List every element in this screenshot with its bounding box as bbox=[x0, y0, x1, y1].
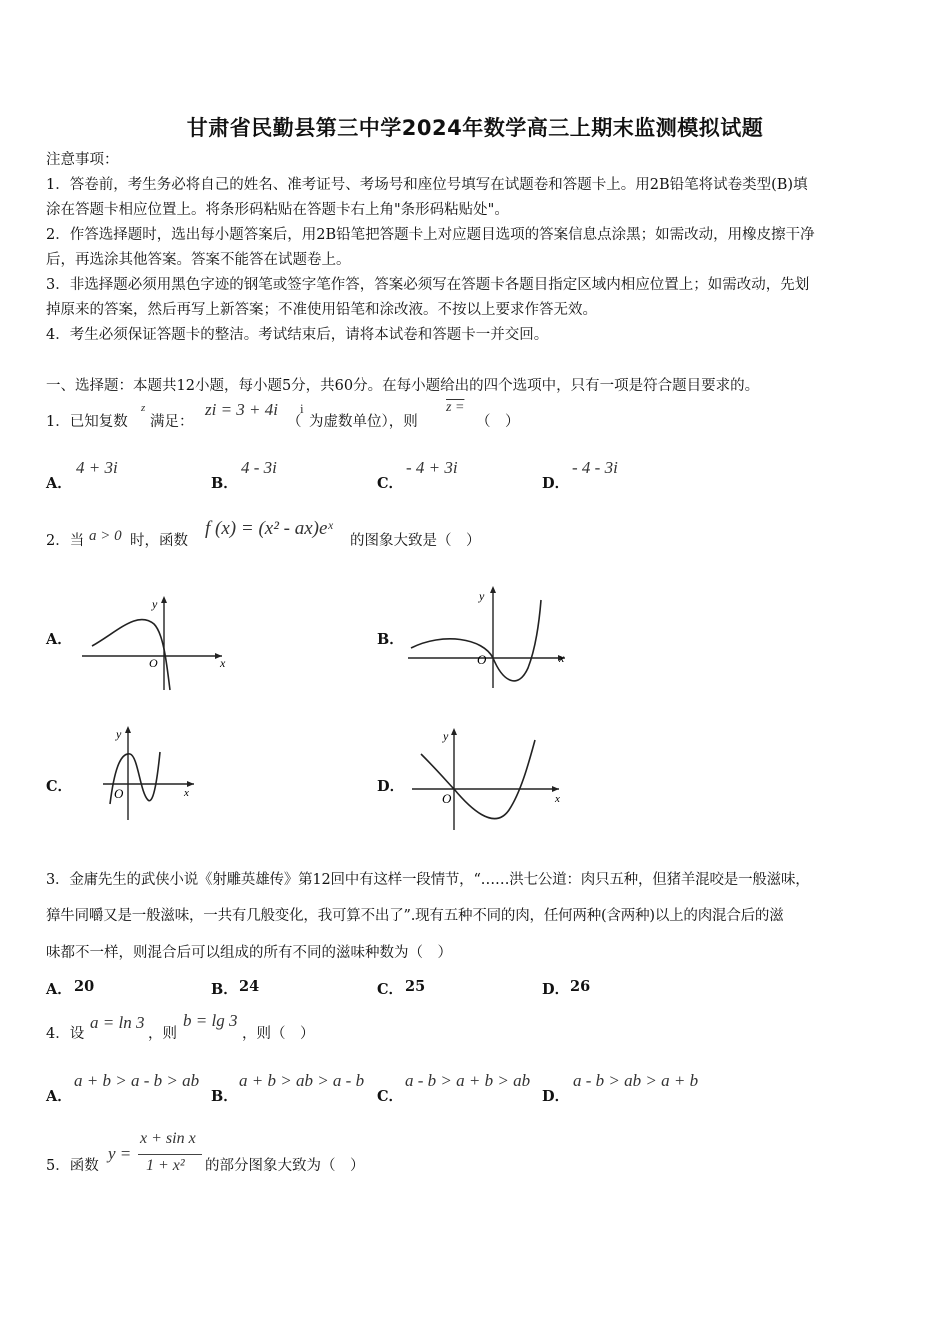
q2-text-2: 时，函数 bbox=[130, 533, 188, 549]
q2-option-c-label: C． bbox=[46, 778, 73, 795]
q1-option-c: - 4 + 3i bbox=[406, 458, 458, 477]
q1-option-b-label: B． bbox=[211, 475, 238, 492]
q5-denominator: 1 + x² bbox=[146, 1157, 185, 1174]
origin-label: O bbox=[442, 791, 452, 806]
origin-label: O bbox=[114, 786, 124, 801]
q5-y: y = bbox=[108, 1144, 132, 1163]
q1-text-3: （ bbox=[287, 414, 302, 430]
q4-option-c: a - b > a + b > ab bbox=[405, 1071, 531, 1090]
y-axis-label: y bbox=[152, 597, 158, 611]
q4-option-d-label: D． bbox=[542, 1088, 570, 1105]
notice-line: 3．非选择题必须用黑色字迹的钢笔或签字笔作答，答案必须写在答题卡各题目指定区域内相应位置上；如需改动，先划 bbox=[46, 277, 810, 293]
q1-zbar: z = bbox=[446, 400, 465, 415]
q2-option-a-label: A． bbox=[46, 631, 72, 648]
notice-heading: 注意事项： bbox=[46, 152, 119, 168]
q1-text-4: 为虚数单位），则 bbox=[309, 414, 418, 430]
q4-option-a: a + b > a - b > ab bbox=[74, 1071, 200, 1090]
x-axis-label: x bbox=[184, 787, 189, 799]
x-axis-label: x bbox=[220, 656, 226, 670]
q5-text-1: 5．函数 bbox=[46, 1158, 99, 1174]
q5-numerator: x + sin x bbox=[140, 1130, 196, 1147]
page-title: 甘肃省民勤县第三中学2024年数学高三上期末监测模拟试题 bbox=[186, 116, 764, 140]
y-axis-label: y bbox=[443, 729, 449, 743]
q4-a: a = ln 3 bbox=[90, 1013, 145, 1032]
q3-option-d-label: D． bbox=[542, 981, 570, 998]
q2-option-b-label: B． bbox=[377, 631, 404, 648]
q1-text-2: 满足： bbox=[150, 414, 194, 430]
notice-line: 2．作答选择题时，选出每小题答案后，用2B铅笔把答题卡上对应题目选项的答案信息点涂黑；如需改动，用橡皮擦干净 bbox=[46, 227, 815, 243]
q1-option-d-label: D． bbox=[542, 475, 570, 492]
q2-graph-d bbox=[409, 722, 569, 832]
q5-text-2: 的部分图象大致为（ ） bbox=[205, 1158, 365, 1174]
q1-text-5: （ ） bbox=[476, 414, 520, 430]
q1-z: z bbox=[141, 402, 146, 414]
q1-equation: zi = 3 + 4i bbox=[205, 400, 279, 419]
q1-i: i bbox=[300, 401, 304, 416]
q4-text-3: ，则（ ） bbox=[242, 1026, 315, 1042]
origin-label: O bbox=[477, 652, 487, 667]
q3-option-a: 20 bbox=[74, 978, 95, 995]
q3-option-d: 26 bbox=[570, 978, 591, 995]
notice-line: 4．考生必须保证答题卡的整洁。考试结束后，请将本试卷和答题卡一并交回。 bbox=[46, 327, 549, 343]
y-axis-label: y bbox=[116, 727, 122, 741]
notice-line: 后，再选涂其他答案。答案不能答在试题卷上。 bbox=[46, 252, 351, 268]
q1-option-c-label: C． bbox=[377, 475, 404, 492]
q4-text-1: 4．设 bbox=[46, 1026, 85, 1042]
q2-text-3: 的图象大致是（ ） bbox=[350, 533, 481, 549]
q4-b: b = lg 3 bbox=[183, 1011, 238, 1030]
q3-line: 味都不一样，则混合后可以组成的所有不同的滋味种数为（ ） bbox=[46, 945, 452, 961]
y-axis-label: y bbox=[479, 589, 485, 603]
x-axis-label: x bbox=[559, 651, 565, 665]
q2-graph-a bbox=[72, 592, 232, 692]
q4-option-a-label: A． bbox=[46, 1088, 72, 1105]
notice-line: 涂在答题卡相应位置上。将条形码粘贴在答题卡右上角"条形码粘贴处"。 bbox=[46, 202, 509, 218]
q2-graph-c bbox=[98, 722, 208, 822]
q3-option-b-label: B． bbox=[211, 981, 238, 998]
q3-line: 3．金庸先生的武侠小说《射雕英雄传》第12回中有这样一段情节，“……洪七公道：肉只五种，但猪羊混咬是一般滋味， bbox=[46, 872, 810, 888]
q3-option-c: 25 bbox=[405, 978, 426, 995]
q3-option-c-label: C． bbox=[377, 981, 404, 998]
q1-option-a: 4 + 3i bbox=[76, 458, 118, 477]
fraction-bar bbox=[138, 1154, 202, 1155]
q1-text-1: 1．已知复数 bbox=[46, 414, 128, 430]
x-axis-label: x bbox=[555, 793, 560, 805]
q2-option-d-label: D． bbox=[377, 778, 405, 795]
q4-option-c-label: C． bbox=[377, 1088, 404, 1105]
q2-graph-b bbox=[403, 580, 573, 690]
q2-condition: a > 0 bbox=[89, 528, 122, 544]
section-heading: 一、选择题：本题共12小题，每小题5分，共60分。在每小题给出的四个选项中，只有一项是符合题目要求的。 bbox=[46, 378, 760, 394]
q2-function: f (x) = (x² - ax)eˣ bbox=[205, 518, 333, 539]
q3-line: 獐牛同嚼又是一般滋味，一共有几般变化，我可算不出了”.现有五种不同的肉，任何两种(含两种)以上的肉混合后的滋 bbox=[46, 908, 784, 924]
q1-option-b: 4 - 3i bbox=[241, 458, 277, 477]
q2-text-1: 2．当 bbox=[46, 533, 85, 549]
q4-option-d: a - b > ab > a + b bbox=[573, 1071, 699, 1090]
notice-line: 1．答卷前，考生务必将自己的姓名、准考证号、考场号和座位号填写在试题卷和答题卡上。用2B铅笔将试卷类型(B)填 bbox=[46, 177, 808, 193]
q1-option-d: - 4 - 3i bbox=[572, 458, 618, 477]
q4-text-2: ，则 bbox=[148, 1026, 177, 1042]
origin-label: O bbox=[149, 656, 158, 670]
q3-option-a-label: A． bbox=[46, 981, 72, 998]
q4-option-b-label: B． bbox=[211, 1088, 238, 1105]
q3-option-b: 24 bbox=[239, 978, 260, 995]
notice-line: 掉原来的答案，然后再写上新答案；不准使用铅笔和涂改液。不按以上要求作答无效。 bbox=[46, 302, 597, 318]
q4-option-b: a + b > ab > a - b bbox=[239, 1071, 365, 1090]
q1-option-a-label: A． bbox=[46, 475, 72, 492]
